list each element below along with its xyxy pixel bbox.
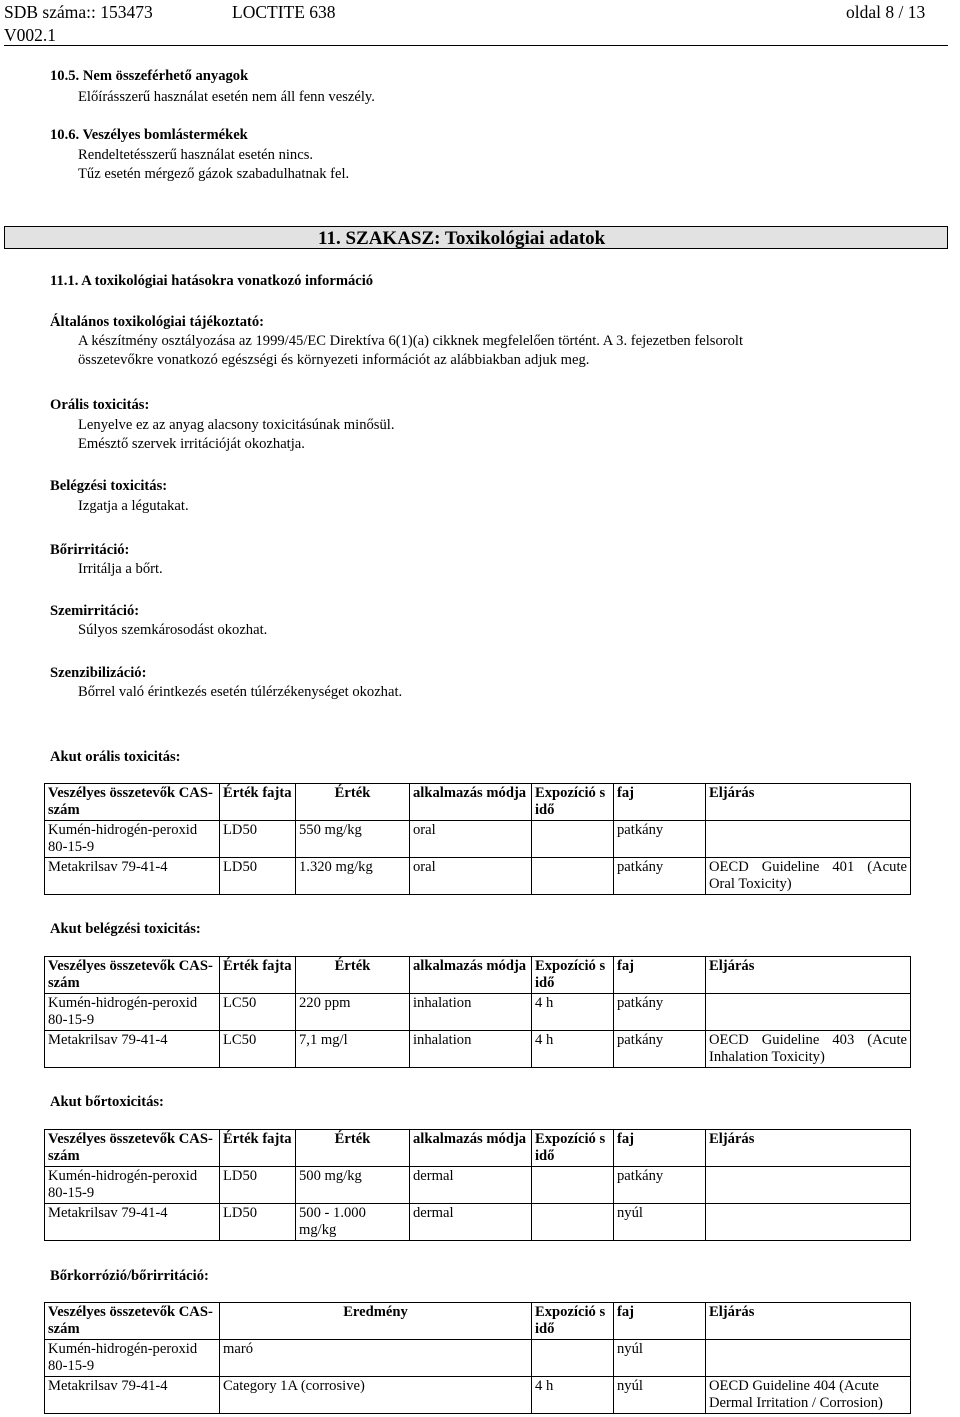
table-row: [45, 821, 911, 858]
header-cell: alkalmazás módja: [410, 784, 532, 821]
cell-exposure: 4 h: [532, 1377, 614, 1414]
header-cell: Érték fajta: [220, 784, 296, 821]
header-cell: faj: [614, 957, 706, 994]
cell-value-type: LC50: [220, 994, 296, 1031]
cell-component: Kumén-hidrogén-peroxid 80-15-9: [45, 994, 220, 1031]
cell-value: 220 ppm: [296, 994, 410, 1031]
cell-exposure: [532, 821, 614, 858]
cell-method: [706, 1204, 911, 1241]
cell-species: patkány: [614, 994, 706, 1031]
section-10-6-title: 10.6. Veszélyes bomlástermékek: [50, 127, 248, 143]
header-cell: Eljárás: [706, 957, 911, 994]
cell-species: nyúl: [614, 1377, 706, 1414]
cell-method: OECD Guideline 403 (Acute Inhalation Toxicity): [706, 1031, 911, 1068]
oral-heading: Orális toxicitás:: [50, 397, 150, 413]
table-row: [45, 1204, 911, 1241]
table-row: [45, 1377, 911, 1414]
header-cell: Eredmény: [220, 1303, 532, 1340]
cell-method: [706, 1340, 911, 1377]
section-11-title: 11. SZAKASZ: Toxikológiai adatok: [318, 228, 606, 249]
cell-value-type: LD50: [220, 1167, 296, 1204]
cell-route: oral: [410, 858, 532, 895]
cell-result: maró: [220, 1340, 532, 1377]
header-cell: Érték: [296, 1130, 410, 1167]
table-row: [45, 1031, 911, 1068]
acute-inhalation-heading: Akut belégzési toxicitás:: [50, 921, 201, 937]
cell-route: oral: [410, 821, 532, 858]
cell-species: nyúl: [614, 1340, 706, 1377]
cell-exposure: [532, 858, 614, 895]
oral-line2: Emésztő szervek irritációját okozhatja.: [78, 436, 305, 452]
cell-value-type: LD50: [220, 1204, 296, 1241]
section-10-5-text: Előírásszerű használat esetén nem áll fenn veszély.: [78, 89, 375, 105]
cell-exposure: 4 h: [532, 994, 614, 1031]
table-row: [45, 1167, 911, 1204]
skin-line1: Irritálja a bőrt.: [78, 561, 163, 577]
cell-route: dermal: [410, 1204, 532, 1241]
inhalation-line1: Izgatja a légutakat.: [78, 498, 189, 514]
cell-method: [706, 1167, 911, 1204]
cell-value: 500 mg/kg: [296, 1167, 410, 1204]
table-row: [45, 858, 911, 895]
section-10-6-line1: Rendeltetésszerű használat esetén nincs.: [78, 147, 314, 163]
cell-component: Metakrilsav 79-41-4: [45, 1031, 220, 1068]
table-row: [45, 1340, 911, 1377]
corrosion-table: [44, 1302, 911, 1414]
header-cell: alkalmazás módja: [410, 1130, 532, 1167]
sdb-number: SDB száma:: 153473: [4, 2, 153, 22]
header-cell: Érték: [296, 957, 410, 994]
cell-method: [706, 994, 911, 1031]
eye-line1: Súlyos szemkárosodást okozhat.: [78, 622, 268, 638]
header-cell: faj: [614, 784, 706, 821]
cell-component: Metakrilsav 79-41-4: [45, 1204, 220, 1241]
general-heading: Általános toxikológiai tájékoztató:: [50, 314, 265, 330]
header-cell: faj: [614, 1303, 706, 1340]
cell-species: patkány: [614, 1167, 706, 1204]
cell-component: Metakrilsav 79-41-4: [45, 1377, 220, 1414]
header-cell: Expozíció s idő: [532, 1303, 614, 1340]
header-divider: [4, 45, 948, 46]
cell-exposure: 4 h: [532, 1031, 614, 1068]
cell-component: Metakrilsav 79-41-4: [45, 858, 220, 895]
header-cell: Eljárás: [706, 784, 911, 821]
acute-inhalation-table: [44, 956, 911, 1068]
version: V002.1: [4, 25, 57, 45]
table-header-row: [45, 957, 911, 994]
table-row: [45, 994, 911, 1031]
general-line1: A készítmény osztályozása az 1999/45/EC Direktíva 6(1)(a) cikknek megfelelően történt. A 3. fejezetben felsorolt: [78, 333, 744, 349]
header-cell: Veszélyes összetevők CAS-szám: [45, 1130, 220, 1167]
section-10-6-line2: Tűz esetén mérgező gázok szabadulhatnak fel.: [78, 166, 350, 182]
general-line2: összetevőkre vonatkozó egészségi és környezeti információt az alábbiakban adjuk meg.: [78, 352, 590, 368]
sensitization-heading: Szenzibilizáció:: [50, 665, 147, 681]
eye-heading: Szemirritáció:: [50, 603, 140, 619]
page-number: oldal 8 / 13: [846, 2, 926, 22]
section-11-1-title: 11.1. A toxikológiai hatásokra vonatkozó információ: [50, 273, 374, 289]
cell-species: patkány: [614, 858, 706, 895]
acute-skin-table: [44, 1129, 911, 1241]
acute-oral-table: [44, 783, 911, 895]
table-header-row: [45, 1303, 911, 1340]
cell-component: Kumén-hidrogén-peroxid 80-15-9: [45, 1340, 220, 1377]
cell-species: patkány: [614, 1031, 706, 1068]
inhalation-heading: Belégzési toxicitás:: [50, 478, 168, 494]
cell-value: 1.320 mg/kg: [296, 858, 410, 895]
header-cell: Eljárás: [706, 1303, 911, 1340]
header-cell: Eljárás: [706, 1130, 911, 1167]
cell-method: OECD Guideline 401 (Acute Oral Toxicity): [706, 858, 911, 895]
acute-skin-heading: Akut bőrtoxicitás:: [50, 1094, 164, 1110]
cell-route: inhalation: [410, 994, 532, 1031]
cell-value: 7,1 mg/l: [296, 1031, 410, 1068]
skin-heading: Bőrirritáció:: [50, 542, 130, 558]
header-cell: Veszélyes összetevők CAS-szám: [45, 1303, 220, 1340]
header-cell: alkalmazás módja: [410, 957, 532, 994]
cell-method: [706, 821, 911, 858]
acute-oral-heading: Akut orális toxicitás:: [50, 749, 181, 765]
cell-route: inhalation: [410, 1031, 532, 1068]
cell-method: OECD Guideline 404 (Acute Dermal Irritation / Corrosion): [706, 1377, 911, 1414]
header-cell: Veszélyes összetevők CAS-szám: [45, 957, 220, 994]
header-cell: Veszélyes összetevők CAS-szám: [45, 784, 220, 821]
header-cell: Érték: [296, 784, 410, 821]
table-header-row: [45, 1130, 911, 1167]
header-cell: Expozíció s idő: [532, 957, 614, 994]
header-cell: Expozíció s idő: [532, 784, 614, 821]
cell-route: dermal: [410, 1167, 532, 1204]
cell-component: Kumén-hidrogén-peroxid 80-15-9: [45, 1167, 220, 1204]
cell-value-type: LC50: [220, 1031, 296, 1068]
oral-line1: Lenyelve ez az anyag alacsony toxicitásúnak minősül.: [78, 417, 395, 433]
cell-value-type: LD50: [220, 821, 296, 858]
product-name: LOCTITE 638: [232, 2, 336, 22]
corrosion-heading: Bőrkorrózió/bőrirritáció:: [50, 1268, 209, 1284]
cell-result: Category 1A (corrosive): [220, 1377, 532, 1414]
cell-component: Kumén-hidrogén-peroxid 80-15-9: [45, 821, 220, 858]
cell-value-type: LD50: [220, 858, 296, 895]
cell-species: patkány: [614, 821, 706, 858]
cell-value: 500 - 1.000 mg/kg: [296, 1204, 410, 1241]
cell-exposure: [532, 1204, 614, 1241]
header-cell: Érték fajta: [220, 1130, 296, 1167]
header-cell: Expozíció s idő: [532, 1130, 614, 1167]
section-10-5-title: 10.5. Nem összeférhető anyagok: [50, 68, 249, 84]
cell-exposure: [532, 1340, 614, 1377]
cell-species: nyúl: [614, 1204, 706, 1241]
table-header-row: [45, 784, 911, 821]
cell-exposure: [532, 1167, 614, 1204]
sensitization-line1: Bőrrel való érintkezés esetén túlérzékenységet okozhat.: [78, 684, 403, 700]
cell-value: 550 mg/kg: [296, 821, 410, 858]
header-cell: Érték fajta: [220, 957, 296, 994]
header-cell: faj: [614, 1130, 706, 1167]
